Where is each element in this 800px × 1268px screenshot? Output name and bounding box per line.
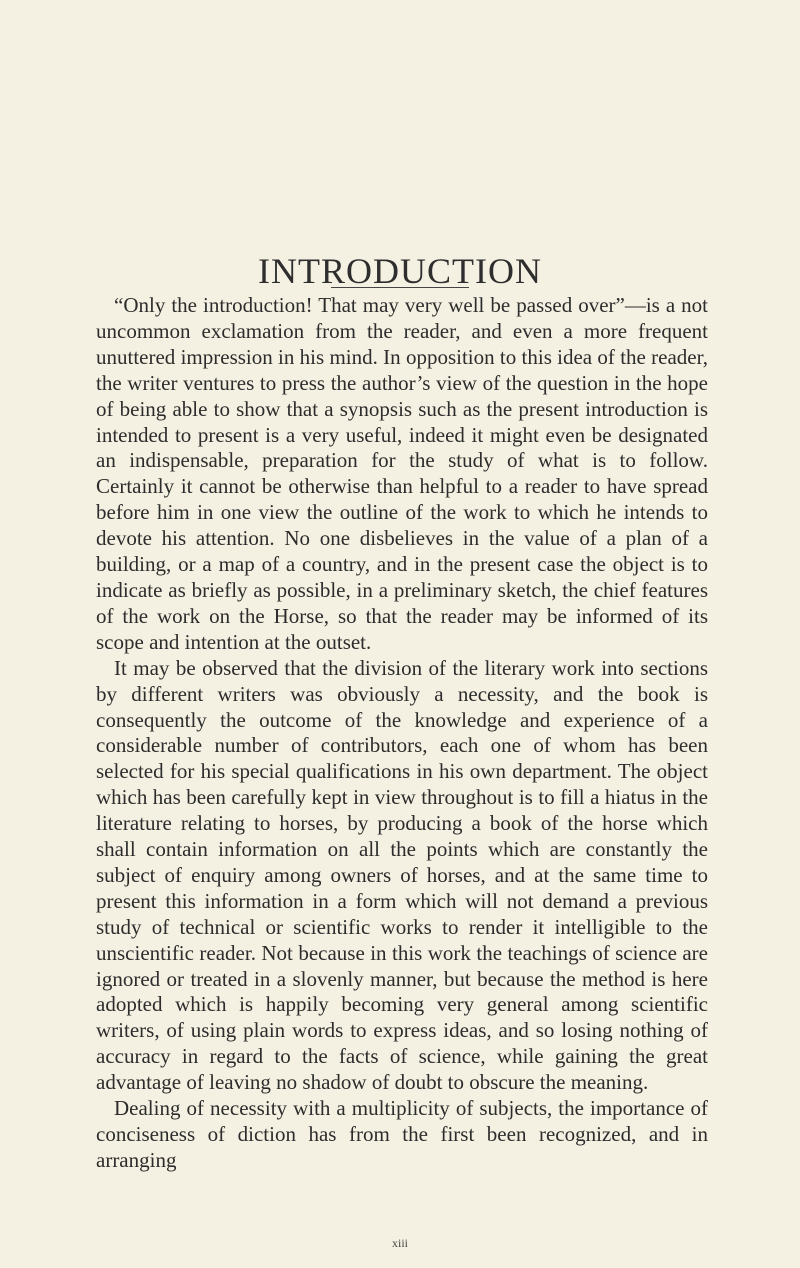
body-text [96, 293, 708, 1174]
paragraph-3: Dealing of necessity with a multiplicity of subjects, the importance of conciseness of diction has from the first been recognized, and in arranging [96, 1096, 708, 1172]
title-rule [331, 287, 469, 288]
paragraph-1: “Only the introduction! That may very well be passed over”—is a not uncommon exclamation from the reader, and even a more frequent unuttered impression in his mind. In opposition to this idea of the reader, the writer ventures to press the author’s view of the question in the hope of being able to show that a synopsis such as the present introduction is intended to present is a very useful, indeed it might even be designated an indispensable, preparation for the study of what is to follow. Certainly it cannot be otherwise than helpful to a reader to have spread before him in one view the outline of the work to which he intends to devote his attention. No one disbelieves in the value of a plan of a building, or a map of a country, and in the present case the object is to indicate as briefly as possible, in a preliminary sketch, the chief features of the work on the Horse, so that the reader may be informed of its scope and intention at the outset. [96, 293, 708, 654]
page-title: INTRODUCTION [258, 251, 542, 292]
paragraph-2: It may be observed that the division of the literary work into sections by different writers was obviously a necessity, and the book is consequently the outcome of the knowledge and experience of a considerable number of contributors, each one of whom has been selected for his special qualifications in his own department. The object which has been carefully kept in view throughout is to fill a hiatus in the literature relating to horses, by producing a book of the horse which shall contain information on all the points which are constantly the subject of enquiry among owners of horses, and at the same time to present this information in a form which will not demand a previous study of technical or scientific works to render it intelligible to the unscientific reader. Not because in this work the teachings of science are ignored or treated in a slovenly manner, but because the method is here adopted which is happily becoming very general among scientific writers, of using plain words to express ideas, and so losing nothing of accuracy in regard to the facts of science, while gaining the great advantage of leaving no shadow of doubt to obscure the meaning. [96, 655, 708, 1095]
page-number: xiii [391, 1236, 408, 1250]
